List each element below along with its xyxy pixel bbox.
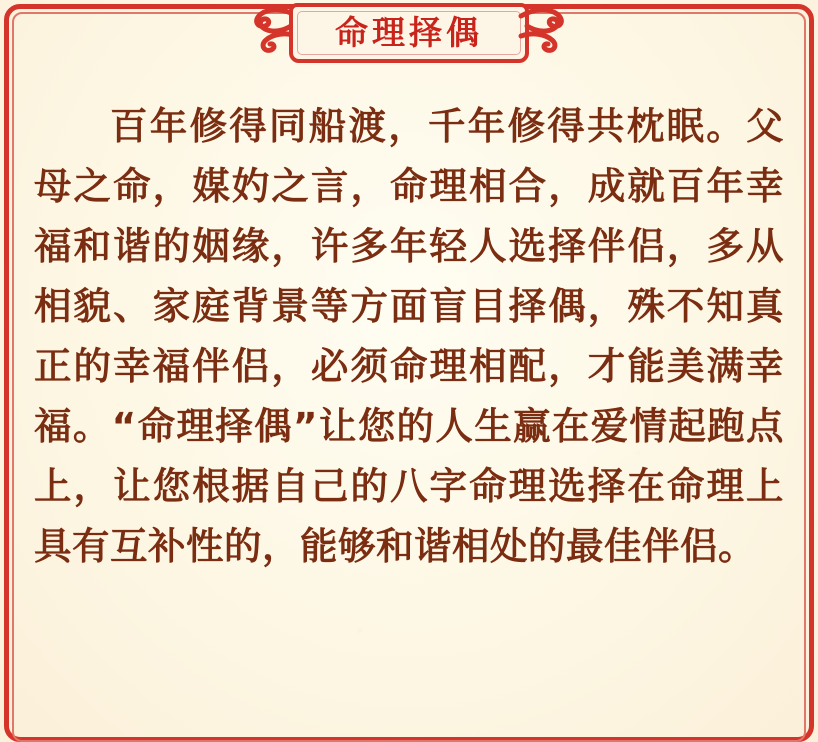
title-banner — [239, 0, 579, 72]
title-plaque — [289, 3, 529, 63]
page-title: 命理择偶 — [335, 12, 483, 52]
body-content — [34, 96, 784, 734]
scroll-flourish-right-icon — [517, 6, 579, 58]
body-paragraph: 百年修得同船渡，千年修得共枕眠。父母之命，媒妁之言，命理相合，成就百年幸福和谐的姻缘，许多年轻人选择伴侣，多从相貌、家庭背景等方面盲目择偶，殊不知真正的幸福伴侣，必须命理相配，才能美满幸福。“命理择偶”让您的人生赢在爱情起跑点上，让您根据自己的八字命理选择在命理上具有互补性的，能够和谐相处的最佳伴侣。 — [34, 104, 784, 568]
